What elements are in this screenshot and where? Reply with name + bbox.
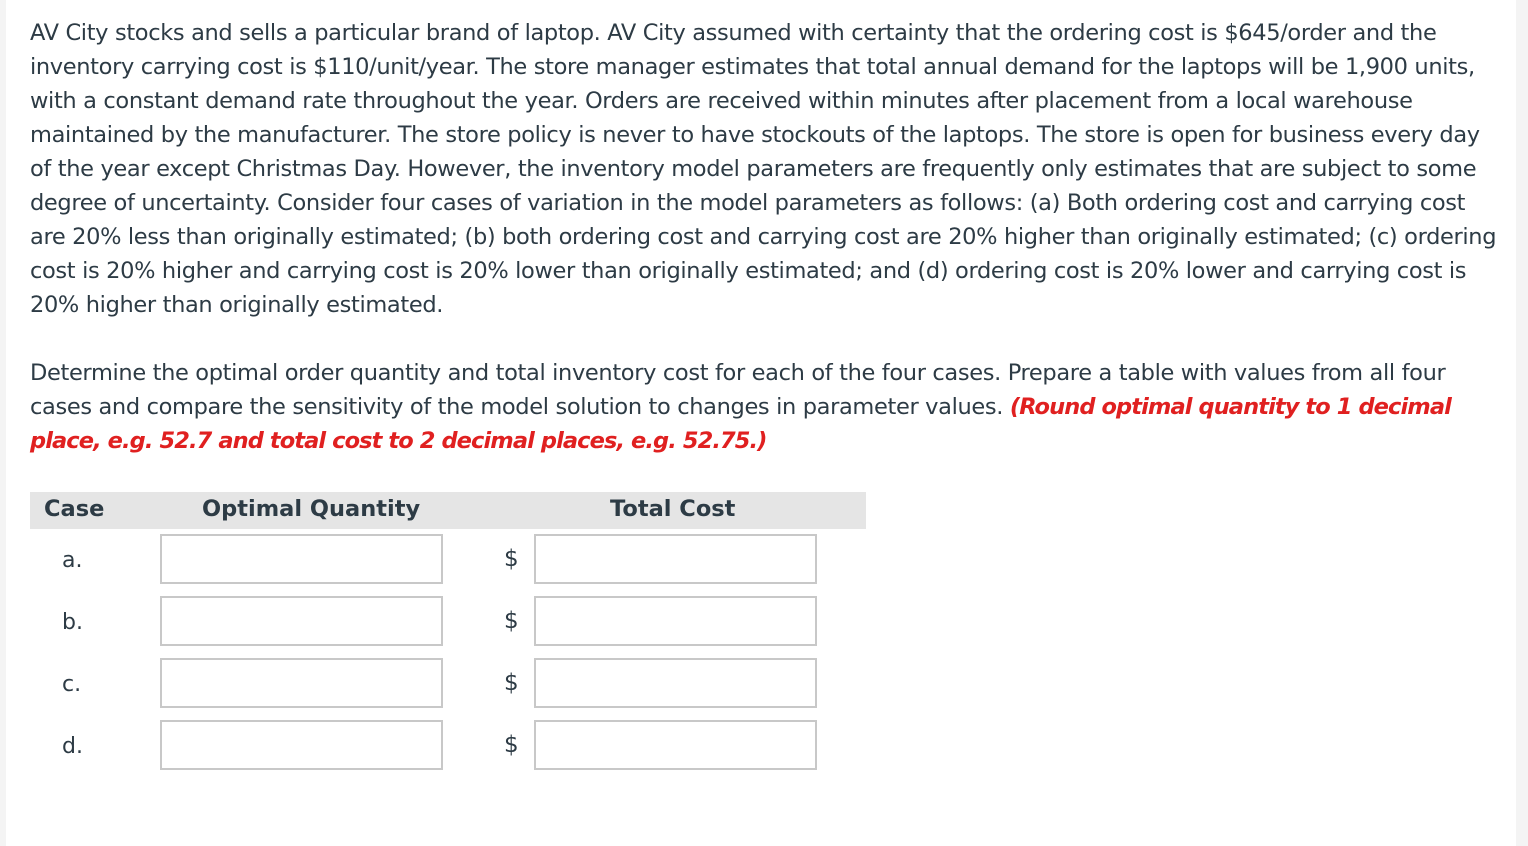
total-cost-input-d[interactable]: [534, 720, 817, 770]
instruction-paragraph: [30, 356, 1500, 458]
optimal-quantity-input-d[interactable]: [160, 720, 443, 770]
question-card: [6, 0, 1516, 846]
case-label: d.: [62, 734, 83, 759]
table-row: [30, 720, 866, 774]
instruction-text: Determine the optimal order quantity and total inventory cost for each of the four cases. Prepare a table with values from all four cases and compare the sensitivity of the model solution to changes in parameter values.: [30, 360, 1446, 420]
dollar-sign: $: [504, 546, 519, 572]
table-header: [30, 492, 866, 529]
optimal-quantity-input-a[interactable]: [160, 534, 443, 584]
table-row: [30, 658, 866, 712]
table-row: [30, 534, 866, 588]
case-label: a.: [62, 548, 83, 573]
rounding-hint: (Round optimal quantity to 1 decimal place, e.g. 52.7 and total cost to 2 decimal places, e.g. 52.75.): [30, 394, 1451, 454]
question-paragraph: AV City stocks and sells a particular brand of laptop. AV City assumed with certainty that the ordering cost is $645/order and the inventory carrying cost is $110/unit/year. The store manager estimates that total annual demand for the laptops will be 1,900 units, with a constant demand rate throughout the year. Orders are received within minutes after placement from a local warehouse maintained by the manufacturer. The store policy is never to have stockouts of the laptops. The store is open for business every day of the year except Christmas Day. However, the inventory model parameters are frequently only estimates that are subject to some degree of uncertainty. Consider four cases of variation in the model parameters as follows: (a) Both ordering cost and carrying cost are 20% less than originally estimated; (b) both ordering cost and carrying cost are 20% higher than originally estimated; (c) ordering cost is 20% higher and carrying cost is 20% lower than originally estimated; and (d) ordering cost is 20% lower and carrying cost is 20% higher than originally estimated.: [30, 20, 1497, 318]
dollar-sign: $: [504, 608, 519, 634]
header-case: Case: [44, 496, 105, 522]
optimal-quantity-input-c[interactable]: [160, 658, 443, 708]
header-optimal-quantity: Optimal Quantity: [202, 496, 421, 522]
total-cost-input-a[interactable]: [534, 534, 817, 584]
table-row: [30, 596, 866, 650]
header-total-cost: Total Cost: [610, 496, 736, 522]
total-cost-input-c[interactable]: [534, 658, 817, 708]
case-label: b.: [62, 610, 83, 635]
case-label: c.: [62, 672, 82, 697]
dollar-sign: $: [504, 732, 519, 758]
optimal-quantity-input-b[interactable]: [160, 596, 443, 646]
total-cost-input-b[interactable]: [534, 596, 817, 646]
dollar-sign: $: [504, 670, 519, 696]
